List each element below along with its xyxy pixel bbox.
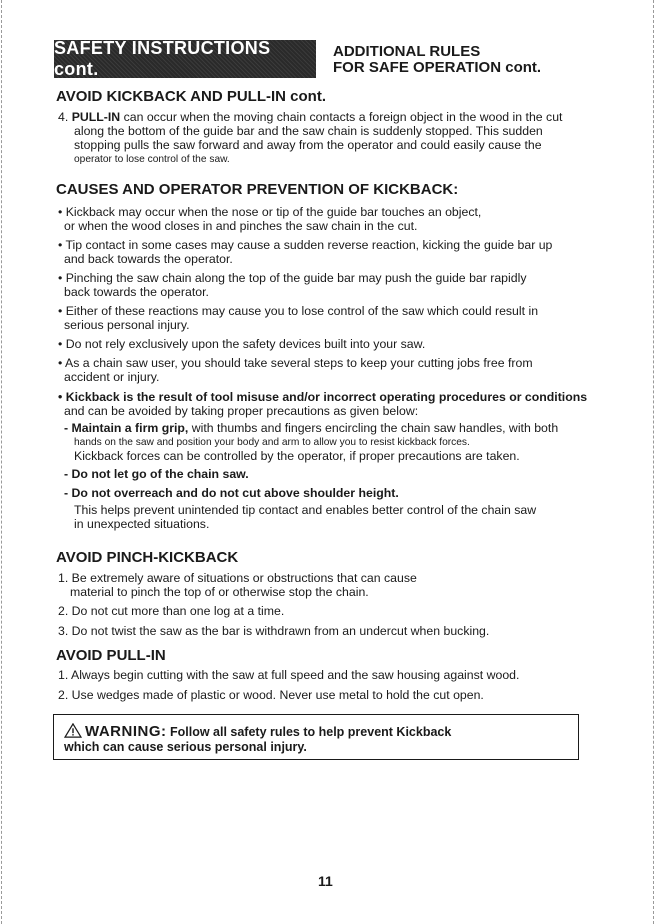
overreach-text-line-2: in unexpected situations. bbox=[74, 517, 210, 531]
bullet-2-line-1: • Tip contact in some cases may cause a sudden reverse reaction, kicking the guide bar up bbox=[58, 238, 553, 252]
pull-in-heading: AVOID PULL-IN bbox=[56, 647, 166, 664]
grip-term: - Maintain a firm grip, bbox=[64, 421, 189, 435]
bullet-7-line-2: and can be avoided by taking proper precautions as given below: bbox=[64, 404, 419, 418]
overreach-text-line-1: This helps prevent unintended tip contact and enables better control of the chain saw bbox=[74, 503, 537, 517]
bullet-3-line-2: back towards the operator. bbox=[64, 285, 209, 299]
pinch-item-3: 3. Do not twist the saw as the bar is withdrawn from an undercut when bucking. bbox=[58, 624, 490, 638]
bullet-4-line-1: • Either of these reactions may cause you to lose control of the saw which could result in bbox=[58, 304, 539, 318]
pull-in-item-line-3: stopping pulls the saw forward and away from the operator and could easily cause the bbox=[74, 138, 542, 152]
grip-line-1 bbox=[64, 421, 558, 435]
left-page-edge bbox=[1, 0, 2, 924]
overreach-line: - Do not overreach and do not cut above shoulder height. bbox=[64, 486, 399, 500]
page-number: 11 bbox=[318, 873, 333, 889]
pinch-item-1-line-2: material to pinch the top of or otherwise stop the chain. bbox=[70, 585, 369, 599]
bullet-7-line-1: • Kickback is the result of tool misuse and/or incorrect operating procedures or conditions bbox=[58, 390, 588, 404]
bullet-2-line-2: and back towards the operator. bbox=[64, 252, 233, 266]
pull-in-text: can occur when the moving chain contacts a foreign object in the wood in the cut bbox=[120, 110, 563, 124]
section-banner: SAFETY INSTRUCTIONS cont. bbox=[54, 40, 316, 78]
pull-in-item-line-4: operator to lose control of the saw. bbox=[74, 154, 230, 165]
pull-in-item-line-2: along the bottom of the guide bar and the saw chain is suddenly stopped. This sudden bbox=[74, 124, 543, 138]
pinch-item-1-line-1: 1. Be extremely aware of situations or obstructions that can cause bbox=[58, 571, 417, 585]
causes-heading: CAUSES AND OPERATOR PREVENTION OF KICKBACK: bbox=[56, 181, 459, 198]
section-subtitle bbox=[333, 44, 541, 76]
bullet-6-line-1: • As a chain saw user, you should take several steps to keep your cutting jobs free from bbox=[58, 356, 533, 370]
bullet-1-line-2: or when the wood closes in and pinches the saw chain in the cut. bbox=[64, 219, 418, 233]
grip-line-3: Kickback forces can be controlled by the operator, if proper precautions are taken. bbox=[74, 449, 520, 463]
warning-triangle-icon bbox=[64, 723, 82, 738]
warning-line-1 bbox=[64, 723, 451, 740]
pull-in-item-2: 2. Use wedges made of plastic or wood. Never use metal to hold the cut open. bbox=[58, 688, 484, 702]
right-page-edge bbox=[653, 0, 654, 924]
bullet-4-line-2: serious personal injury. bbox=[64, 318, 190, 332]
kickback-heading: AVOID KICKBACK AND PULL-IN cont. bbox=[56, 88, 326, 105]
warning-word: WARNING: bbox=[85, 723, 167, 740]
warning-text: Follow all safety rules to help prevent Kickback bbox=[166, 725, 452, 739]
grip-line-2: hands on the saw and position your body and arm to allow you to resist kickback forces. bbox=[74, 437, 470, 448]
subtitle-line-1: ADDITIONAL RULES bbox=[333, 43, 481, 60]
let-go-line: - Do not let go of the chain saw. bbox=[64, 467, 249, 481]
grip-text: with thumbs and fingers encircling the chain saw handles, with both bbox=[188, 421, 559, 435]
subtitle-line-2: FOR SAFE OPERATION cont. bbox=[333, 59, 542, 76]
item-number: 4. bbox=[58, 110, 69, 124]
bullet-1-line-1: • Kickback may occur when the nose or tip of the guide bar touches an object, bbox=[58, 205, 482, 219]
pull-in-item-line-1 bbox=[58, 110, 562, 124]
pull-in-term: PULL-IN bbox=[71, 110, 121, 124]
pull-in-item-1: 1. Always begin cutting with the saw at full speed and the saw housing against wood. bbox=[58, 668, 520, 682]
bullet-5-line-1: • Do not rely exclusively upon the safety devices built into your saw. bbox=[58, 337, 426, 351]
bullet-3-line-1: • Pinching the saw chain along the top of the guide bar may push the guide bar rapidly bbox=[58, 271, 527, 285]
warning-box bbox=[53, 714, 579, 760]
bullet-6-line-2: accident or injury. bbox=[64, 370, 160, 384]
warning-line-2: which can cause serious personal injury. bbox=[64, 740, 307, 754]
pinch-kickback-heading: AVOID PINCH-KICKBACK bbox=[56, 549, 239, 566]
pinch-item-2: 2. Do not cut more than one log at a time. bbox=[58, 604, 285, 618]
